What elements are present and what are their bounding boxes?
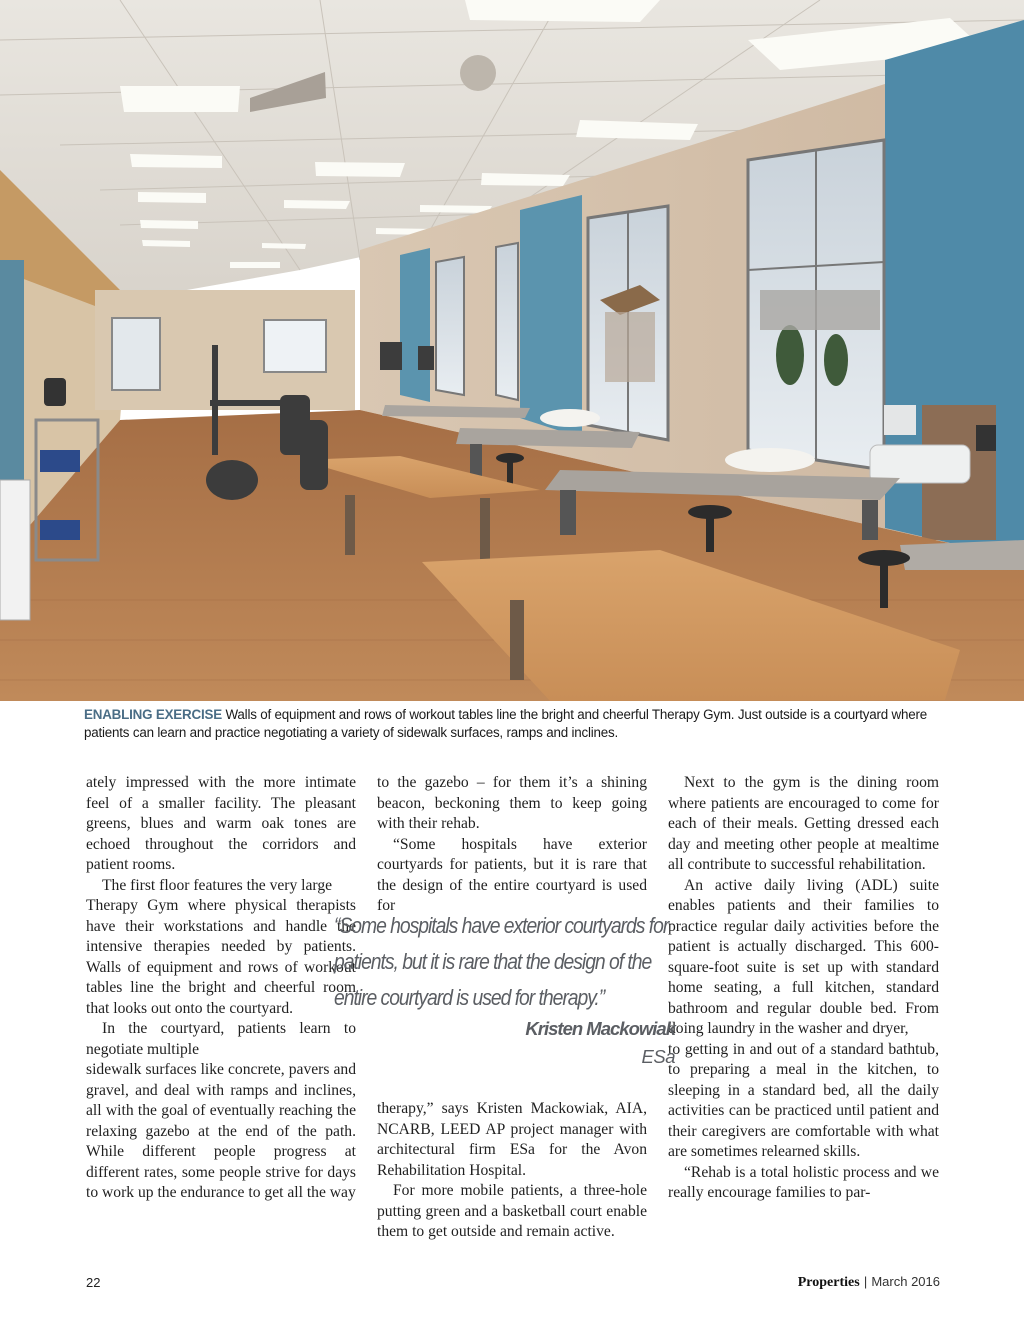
pull-quote: “Some hospitals have exterior courtyards for patients, but it is rare that the design of the entire courtyard is used for therapy.” xyxy=(334,913,669,1010)
col2-paragraph-4: For more mobile patients, a three-hole putting green and a basketball court enable them to get outside and remain active. xyxy=(377,1182,647,1240)
caption-lead: ENABLING EXERCISE xyxy=(84,707,222,722)
pull-quote-attribution-firm: ESa xyxy=(641,1046,675,1067)
col2-paragraph-1: to the gazebo – for them it’s a shining beacon, beckoning them to keep going with their rehab. xyxy=(377,774,647,832)
col1-paragraph-3a: In the courtyard, patients learn to negotiate multiple xyxy=(86,1020,356,1058)
col3-paragraph-2a: An active daily living (ADL) suite enables patients and their families to practice regular daily activities before the patient is actually discharged. This 600-square-foot suite is set up with standard home seating, a full kitchen, standard bathroom and regular double bed. From doing laundry in the washer and dryer, xyxy=(668,876,939,1037)
col1-paragraph-2b: Therapy Gym where physical therapists have their workstations and handle the intensive therapies needed by patients. Walls of equipment and rows of workout tables line the bright and cheerful room that looks out onto the courtyard. xyxy=(86,897,356,1017)
publication-name: Properties xyxy=(797,1275,860,1290)
col1-paragraph-2a: The first floor features the very large xyxy=(102,876,333,894)
col1-paragraph-3b: sidewalk surfaces like concrete, pavers and gravel, and deal with ramps and inclines, all with the goal of eventually reaching the relaxing gazebo at the end of the path. While different people progress at different rates, some people strive for days to work up the endurance to get all the way xyxy=(86,1061,356,1201)
col3-paragraph-2b: to getting in and out of a standard bathtub, to preparing a meal in the kitchen, to sleeping in a standard bed, all the daily activities can be practiced until patient and their caregivers are comfortable with what are sometimes relearned skills. xyxy=(668,1040,939,1160)
column-2-top xyxy=(377,773,647,917)
col3-paragraph-3: “Rehab is a total holistic process and we really encourage families to par- xyxy=(668,1163,939,1201)
column-1 xyxy=(86,773,356,1204)
col1-paragraph-1: ately impressed with the more intimate feel of a smaller facility. The pleasant greens, blues and warm oak tones are echoed throughout the corridors and patient rooms. xyxy=(86,774,356,873)
column-3 xyxy=(668,773,939,1204)
photo-caption xyxy=(84,706,954,742)
footer-separator: | xyxy=(863,1274,868,1289)
caption-text: Walls of equipment and rows of workout tables line the bright and cheerful Therapy Gym. Just outside is a courtyard where patients can learn and practice negotiating a variety of sidewalk surfaces, ramps and inclines. xyxy=(84,707,927,740)
pull-quote-attribution-name: Kristen Mackowiak xyxy=(525,1018,675,1039)
column-2-bottom xyxy=(377,1099,647,1243)
col2-paragraph-3: therapy,” says Kristen Mackowiak, AIA, NCARB, LEED AP project manager with architectural firm ESa for the Avon Rehabilitation Hospital. xyxy=(377,1100,647,1179)
col3-paragraph-1: Next to the gym is the dining room where patients are encouraged to come for each of their meals. Getting dressed each day and meeting other people at mealtime all contribute to successful rehabilitation. xyxy=(668,774,939,873)
page-number: 22 xyxy=(86,1275,101,1290)
footer-publication xyxy=(798,1274,940,1291)
col2-paragraph-2: “Some hospitals have exterior courtyards for patients, but it is rare that the design of the entire courtyard is used for xyxy=(377,835,647,914)
issue-date: March 2016 xyxy=(871,1274,940,1289)
